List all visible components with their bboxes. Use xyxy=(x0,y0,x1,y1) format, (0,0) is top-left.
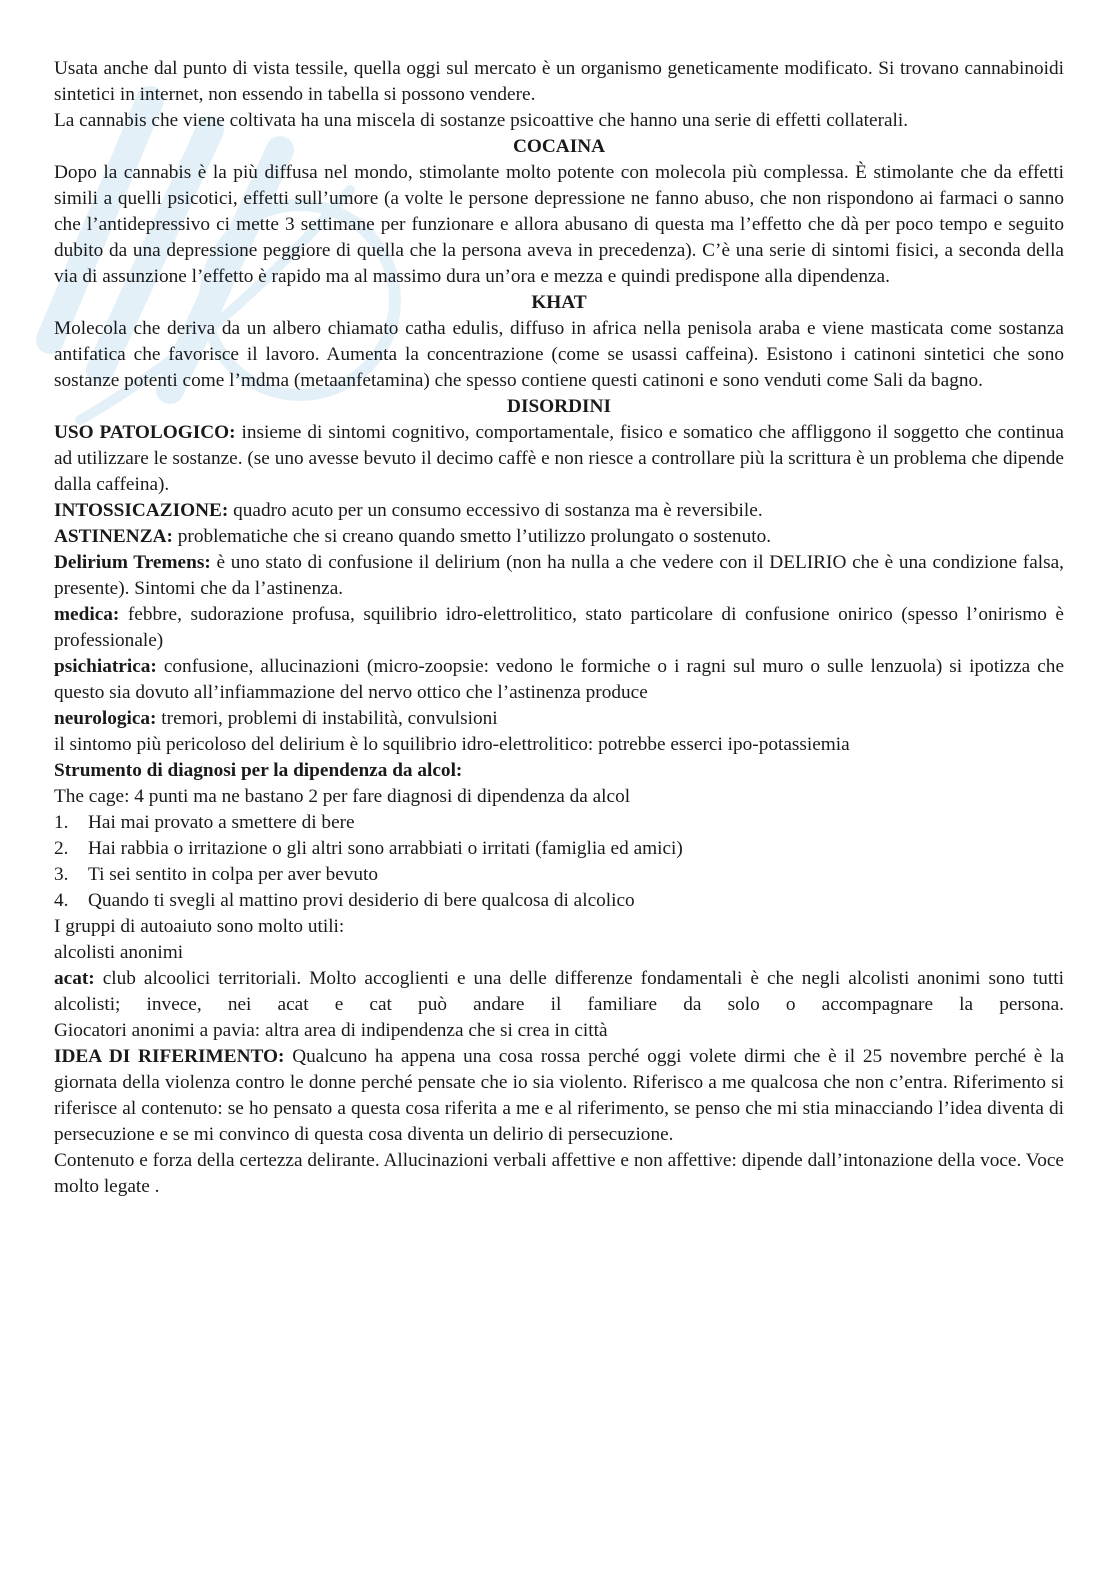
paragraph-text: Dopo la cannabis è la più diffusa nel mondo, stimolante molto potente con molecola più complessa. È stimolante che da effetti simili a quelli psicotici, effetti sull’umore (a volte le persone depressione ne fanno abuso, che non rispondono ai farmaci o sanno che l’antidepressivo ci mette 3 settimane per funzionare e allora abusano di questa ma l’effetto che dà per poco tempo e seguito dubito da una depressione peggiore di quella che la persona aveva in precedenza). C’è una serie di sintomi fisici, a seconda della via di assunzione l’effetto è rapido ma al massimo dura un’ora e mezza e quindi predispone alla dipendenza. xyxy=(54,162,1064,287)
paragraph xyxy=(54,966,1064,1018)
paragraph-text: il sintomo più pericoloso del delirium è lo squilibrio idro-elettrolitico: potrebbe esserci ipo-potassiemia xyxy=(54,734,850,755)
paragraph xyxy=(54,654,1064,706)
paragraph-text: Contenuto e forza della certezza delirante. Allucinazioni verbali affettive e non affettive: dipende dall’intonazione della voce. Voce molto legate . xyxy=(54,1150,1064,1197)
section-heading: COCAINA xyxy=(512,136,606,157)
list-item-number: 3. xyxy=(54,864,69,885)
paragraph xyxy=(54,524,1064,550)
paragraph xyxy=(54,732,1064,758)
term-label: IDEA DI RIFERIMENTO: xyxy=(54,1046,285,1067)
paragraph-text: Molecola che deriva da un albero chiamato catha edulis, diffuso in africa nella penisola araba e viene masticata come sostanza antifatica che favorisce il lavoro. Aumenta la concentrazione (come se usassi caffeina). Esistono i catinoni sintetici che sono sostanze potenti come l’mdma (metaanfetamina) che spesso contiene questi catinoni e sono venduti come Sali da bagno. xyxy=(54,318,1064,391)
paragraph-text: Giocatori anonimi a pavia: altra area di indipendenza che si crea in città xyxy=(54,1020,608,1041)
paragraph xyxy=(54,914,1064,940)
paragraph-text: insieme di sintomi cognitivo, comportamentale, fisico e somatico che affliggono il soggetto che continua ad utilizzare le sostanze. (se uno avesse bevuto il decimo caffè e non riesce a controllare più la scrittura è un problema che dipende dalla caffeina). xyxy=(54,422,1064,495)
list-item-number: 1. xyxy=(54,812,69,833)
list-item-text: Hai rabbia o irritazione o gli altri sono arrabbiati o irritati (famiglia ed amici) xyxy=(88,838,683,859)
paragraph-text: Qualcuno ha appena una cosa rossa perché oggi volete dirmi che è il 25 novembre perché è la giornata della violenza contro le donne perché pensate che io sia violento. Riferisco a me qualcosa che non c’entra. Riferimento si riferisce al contenuto: se ho pensato a questa cosa riferita a me e al riferimento, se penso che mi stia minacciando l’idea diventa di persecuzione e se mi convinco di questa cosa diventa un delirio di persecuzione. xyxy=(54,1046,1065,1145)
paragraph xyxy=(54,498,1064,524)
term-label: INTOSSICAZIONE: xyxy=(54,500,229,521)
term-label: acat: xyxy=(54,968,95,989)
paragraph-text: problematiche che si creano quando smetto l’utilizzo prolungato o sostenuto. xyxy=(172,526,772,547)
term-label: Strumento di diagnosi per la dipendenza da alcol: xyxy=(54,760,463,781)
paragraph xyxy=(54,108,1064,134)
paragraph xyxy=(54,56,1064,108)
paragraph-text: club alcoolici territoriali. Molto accoglienti e una delle differenze fondamentali è che negli alcolisti anonimi sono tutti alcolisti; invece, nei acat e cat può andare il familiare da solo o accompagnare la persona. xyxy=(54,968,1064,1015)
paragraph-text: tremori, problemi di instabilità, convulsioni xyxy=(156,708,498,729)
paragraph xyxy=(54,602,1064,654)
paragraph-text: febbre, sudorazione profusa, squilibrio idro-elettrolitico, stato particolare di confusione onirico (spesso l’onirismo è professionale) xyxy=(54,604,1064,651)
term-label: neurologica: xyxy=(54,708,157,729)
section-heading: DISORDINI xyxy=(507,396,611,417)
paragraph-text: The cage: 4 punti ma ne bastano 2 per fare diagnosi di dipendenza da alcol xyxy=(54,786,631,807)
paragraph xyxy=(54,784,1064,810)
paragraph xyxy=(54,316,1064,394)
paragraph xyxy=(54,1044,1064,1148)
list-item-number: 4. xyxy=(54,890,69,911)
list-item xyxy=(54,862,1064,888)
paragraph xyxy=(54,706,1064,732)
paragraph xyxy=(54,550,1064,602)
paragraph-text: è uno stato di confusione il delirium (non ha nulla a che vedere con il DELIRIO che è una condizione falsa, presente). Sintomi che da l’astinenza. xyxy=(54,552,1064,599)
list-item-text: Ti sei sentito in colpa per aver bevuto xyxy=(88,864,379,885)
paragraph xyxy=(54,1018,1064,1044)
term-label: medica: xyxy=(54,604,120,625)
document-page xyxy=(54,56,1064,1200)
list-item xyxy=(54,888,1064,914)
list-item xyxy=(54,810,1064,836)
paragraph xyxy=(54,758,1064,784)
paragraph-text: alcolisti anonimi xyxy=(54,942,184,963)
paragraph xyxy=(54,160,1064,290)
list-item-number: 2. xyxy=(54,838,69,859)
term-label: psichiatrica: xyxy=(54,656,157,677)
paragraph-text: confusione, allucinazioni (micro-zoopsie: vedono le formiche o i ragni sul muro o sulle lenzuola) si ipotizza che questo sia dovuto all’infiammazione del nervo ottico che l’astinenza produce xyxy=(54,656,1064,703)
list-item-text: Hai mai provato a smettere di bere xyxy=(88,812,355,833)
term-label: USO PATOLOGICO: xyxy=(54,422,236,443)
section-heading: KHAT xyxy=(531,292,587,313)
paragraph-text: I gruppi di autoaiuto sono molto utili: xyxy=(54,916,345,937)
paragraph-text: La cannabis che viene coltivata ha una miscela di sostanze psicoattive che hanno una serie di effetti collaterali. xyxy=(54,110,909,131)
paragraph xyxy=(54,420,1064,498)
paragraph-text: Usata anche dal punto di vista tessile, quella oggi sul mercato è un organismo geneticamente modificato. Si trovano cannabinoidi sintetici in internet, non essendo in tabella si possono vendere. xyxy=(54,58,1064,105)
paragraph xyxy=(54,940,1064,966)
list-item-text: Quando ti svegli al mattino provi desiderio di bere qualcosa di alcolico xyxy=(88,890,635,911)
paragraph xyxy=(54,1148,1064,1200)
term-label: Delirium Tremens: xyxy=(54,552,211,573)
paragraph-text: quadro acuto per un consumo eccessivo di sostanza ma è reversibile. xyxy=(228,500,763,521)
term-label: ASTINENZA: xyxy=(54,526,173,547)
list-item xyxy=(54,836,1064,862)
